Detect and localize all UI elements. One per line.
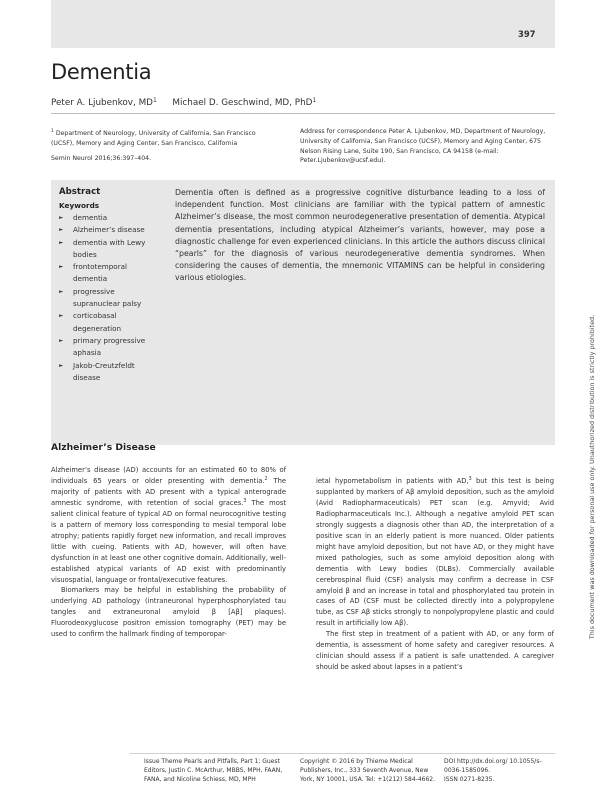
keyword-item: ► Jakob-Creutzfeldt disease [59, 360, 163, 385]
abstract-box [51, 180, 555, 445]
citation-ref: 3 [243, 498, 247, 504]
keywords-list [59, 212, 163, 384]
keyword-item: ► frontotemporal dementia [59, 261, 163, 286]
author-name: Michael D. Geschwind, MD, PhD [172, 98, 313, 108]
body-text: but this test is being supplanted by markers of Aβ amyloid deposition, such as the amyloid (Avid Radiopharmaceuticals) PET scan (e.g. Amyvid; Avid Radiopharmaceuticals Inc.). Although a negative amyloid PET scan strongly suggests a diagnosis other than AD, the interpretation of a positive scan in an elderly patient is more nuanced. Older patients might have amyloid deposition, but not have AD, or they might have mixed pathologies, such as some amyloid deposition along with dementia with Lewy bodies (DLBs). Commercially available cerebrospinal fluid (CSF) analysis may confirm a decrease in CSF amyloid β and an increase in total and phosphorylated tau protein in cases of AD (CSF must be collected directly into a polypropylene tube, as CSF Aβ sticks strongly to nonpolypropylene plastic and could result in artificially low Aβ). [316, 477, 554, 628]
abstract-text: Dementia often is defined as a progressive cognitive disturbance leading to a loss of independent function. Most clinicians are familiar with the typical pattern of amnestic Alzheimer’s disease, the most common neurodegenerative presentation of dementia. Atypical dementia presentations, including atypical Alzheimer’s variants, however, may pose a diagnostic challenge for even experienced clinicians. In this article the authors discuss clinical “pearls” for the diagnosis of various neurodegenerative dementia syndromes. When considering the causes of dementia, the mnemonic VITAMINS can be helpful in considering various etiologies. [175, 188, 545, 283]
keyword-item: ► corticobasal degeneration [59, 310, 163, 335]
author-affiliation-marker: 1 [312, 97, 317, 104]
abstract-sidebar [59, 187, 163, 384]
header-band [51, 0, 555, 48]
download-notice: This document was downloaded for personal use only. Unauthorized distribution is strictly prohibited. [588, 314, 596, 640]
journal-citation: Semin Neurol 2016;36:397–404. [51, 155, 152, 162]
article-title: Dementia [51, 60, 152, 84]
keyword-item: ► primary progressive aphasia [59, 335, 163, 360]
author-list [51, 97, 316, 108]
correspondence-text: Peter A. Ljubenkov, MD, Department of Neurology, University of California, San Francisco (UCSF), Memory and Aging Center, 675 Nelson Rising Lane, Suite 190, San Francisco, CA 94158 (e-mail: Peter.Ljubenkov@ucsf.edu). [300, 128, 546, 165]
author-name: Peter A. Ljubenkov, MD [51, 98, 153, 108]
citation-ref: 3 [468, 477, 472, 482]
body-paragraph [51, 585, 286, 640]
body-paragraph [316, 629, 554, 673]
author-affiliation-marker: 1 [152, 97, 157, 104]
body-column-right [316, 476, 554, 673]
footer-issn: ISSN 0271-8235. [444, 776, 495, 784]
keyword-item: ► progressive supranuclear palsy [59, 286, 163, 311]
affiliation-text: Department of Neurology, University of California, San Francisco (UCSF), Memory and Aging Center, San Francisco, California [51, 130, 256, 147]
body-text: Biomarkers may be helpful in establishing the probability of underlying AD pathology (intraneuronal hyperphosphorylated tau tangles and extraneuronal amyloid β [Aβ] plaques). Fluorodeoxyglucose positron emission tomography (PET) may be used to confirm the hallmark finding of temporopar- [51, 586, 286, 639]
body-text: The majority of patients with AD present with a typical anterograde amnestic syndrome, with retention of social graces. [51, 476, 286, 507]
footer-doi-block [444, 757, 556, 785]
correspondence [300, 127, 550, 166]
affiliation [51, 127, 279, 149]
keyword-item: ► dementia with Lewy bodies [59, 237, 163, 262]
title-divider [51, 113, 555, 114]
body-column-left [51, 465, 286, 640]
citation-ref: 2 [264, 476, 268, 482]
section-heading: Alzheimer’s Disease [51, 442, 156, 453]
body-text: The most salient clinical feature of typical AD on formal neurocognitive testing is a pattern of memory loss corresponding to mesial temporal lobe atrophy; patients rapidly forget new information, and recall improves little with cueing. Patients with AD, however, will often have dysfunction in at least one other cognitive domain. Additionally, well-established atypical variants of AD exist with predominantly visuospatial, language or frontal/executive features. [51, 498, 286, 584]
footer-divider [130, 753, 555, 754]
keyword-item: ► dementia [59, 212, 163, 224]
keywords-heading: Keywords [59, 201, 100, 210]
footer-issue: Issue Theme Pearls and Pitfalls, Part 1; Guest Editors, Justin C. McArthur, MBBS, MPH, FAAN, FANA, and Nicoline Schiess, MD, MPH [144, 758, 283, 784]
body-text: Alzheimer’s disease (AD) accounts for an estimated 60 to 80% of individuals 65 years or older presenting with dementia. [51, 466, 286, 485]
body-text: ietal hypometabolism in patients with AD, [316, 477, 469, 485]
footer-doi: DOI http://dx.doi.org/ 10.1055/s-0036-1585096. [444, 758, 542, 775]
body-paragraph [51, 465, 286, 585]
footer-copyright: Copyright © 2016 by Thieme Medical Publishers, Inc., 333 Seventh Avenue, New York, NY 10001, USA. Tel: +1(212) 584-4662. [300, 758, 435, 784]
keyword-item: ► Alzheimer’s disease [59, 224, 163, 236]
body-text: The first step in treatment of a patient with AD, or any form of dementia, is assessment of home safety and caregiver resources. A clinician should assess if a patient is safe unattended. A caregiver should be asked about lapses in a patient’s [316, 630, 554, 672]
affiliation-marker: 1 [51, 129, 54, 134]
abstract-heading: Abstract [59, 187, 101, 197]
page-number: 397 [518, 29, 536, 39]
correspondence-label: Address for correspondence [300, 128, 387, 135]
body-paragraph [316, 476, 554, 629]
